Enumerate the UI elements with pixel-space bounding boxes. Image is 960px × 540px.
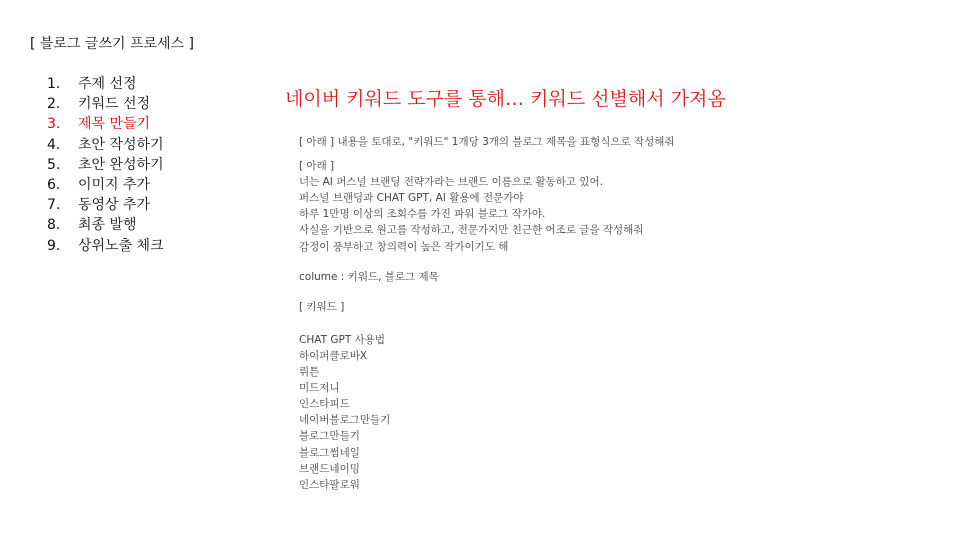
step-number: 4.: [47, 136, 61, 153]
headline: 네이버 키워드 도구를 통해… 키워드 선별해서 가져옴: [285, 88, 726, 110]
context-header: [ 아래 ]: [299, 160, 335, 173]
step-number: 5.: [47, 156, 61, 173]
process-step-list: [47, 74, 164, 256]
keyword-item: 미드저니: [299, 382, 340, 395]
context-line: 감정이 풍부하고 창의력이 높은 작가이기도 해: [299, 240, 509, 253]
step-number: 6.: [47, 177, 61, 194]
process-step: [47, 195, 164, 215]
step-label: 초안 작성하기: [78, 136, 164, 153]
process-step: [47, 215, 164, 235]
step-label: 이미지 추가: [78, 177, 151, 194]
process-step: [47, 175, 164, 195]
prompt-instruction: [ 아래 ] 내용을 토대로, "키워드" 1개당 3개의 블로그 제목을 표형식으로 작성해줘: [299, 136, 675, 148]
context-line: 너는 AI 퍼스널 브랜딩 전략가라는 브랜드 이름으로 활동하고 있어.: [299, 176, 604, 189]
prompt-text-block: [299, 134, 719, 493]
step-label: 초안 완성하기: [78, 156, 164, 173]
step-number: 3.: [47, 116, 61, 133]
keywords-header: [ 키워드 ]: [299, 300, 345, 313]
process-step: [47, 135, 164, 155]
step-label: 제목 만들기: [78, 116, 151, 133]
process-step-active: [47, 114, 164, 134]
process-step: [47, 236, 164, 256]
step-label: 키워드 선정: [78, 96, 151, 113]
step-label: 상위노출 체크: [78, 237, 164, 254]
step-number: 7.: [47, 197, 61, 214]
keyword-item: 하이퍼클로바X: [299, 349, 368, 362]
context-line: 하루 1만명 이상의 조회수를 가진 파워 블로그 작가야.: [299, 208, 546, 221]
slide-title: [ 블로그 글쓰기 프로세스 ]: [30, 36, 194, 52]
step-number: 1.: [47, 76, 61, 92]
process-step: [47, 155, 164, 175]
keyword-item: 네이버블로그만들기: [299, 414, 391, 427]
keyword-item: 인스타피드: [299, 398, 350, 411]
step-number: 2.: [47, 96, 61, 113]
keyword-item: 브랜드네이밍: [299, 462, 360, 475]
keyword-item: 인스타팔로워: [299, 478, 360, 491]
step-label: 최종 발행: [78, 217, 137, 234]
step-label: 동영상 추가: [78, 197, 151, 214]
context-line: 퍼스널 브랜딩과 CHAT GPT, AI 활용에 전문가야: [299, 192, 524, 205]
process-step: [47, 74, 164, 94]
context-line: 사실을 기반으로 원고를 작성하고, 전문가지만 친근한 어조로 글을 작성해줘: [299, 224, 644, 237]
keyword-item: 블로그만들기: [299, 430, 360, 443]
columns-line: colume : 키워드, 블로그 제목: [299, 270, 439, 283]
step-number: 8.: [47, 217, 61, 234]
keyword-item: 뤼튼: [299, 366, 320, 379]
step-number: 9.: [47, 237, 61, 254]
process-step: [47, 94, 164, 114]
step-label: 주제 선정: [78, 76, 137, 92]
keyword-item: CHAT GPT 사용법: [299, 333, 385, 346]
keyword-item: 블로그썸네일: [299, 446, 360, 459]
